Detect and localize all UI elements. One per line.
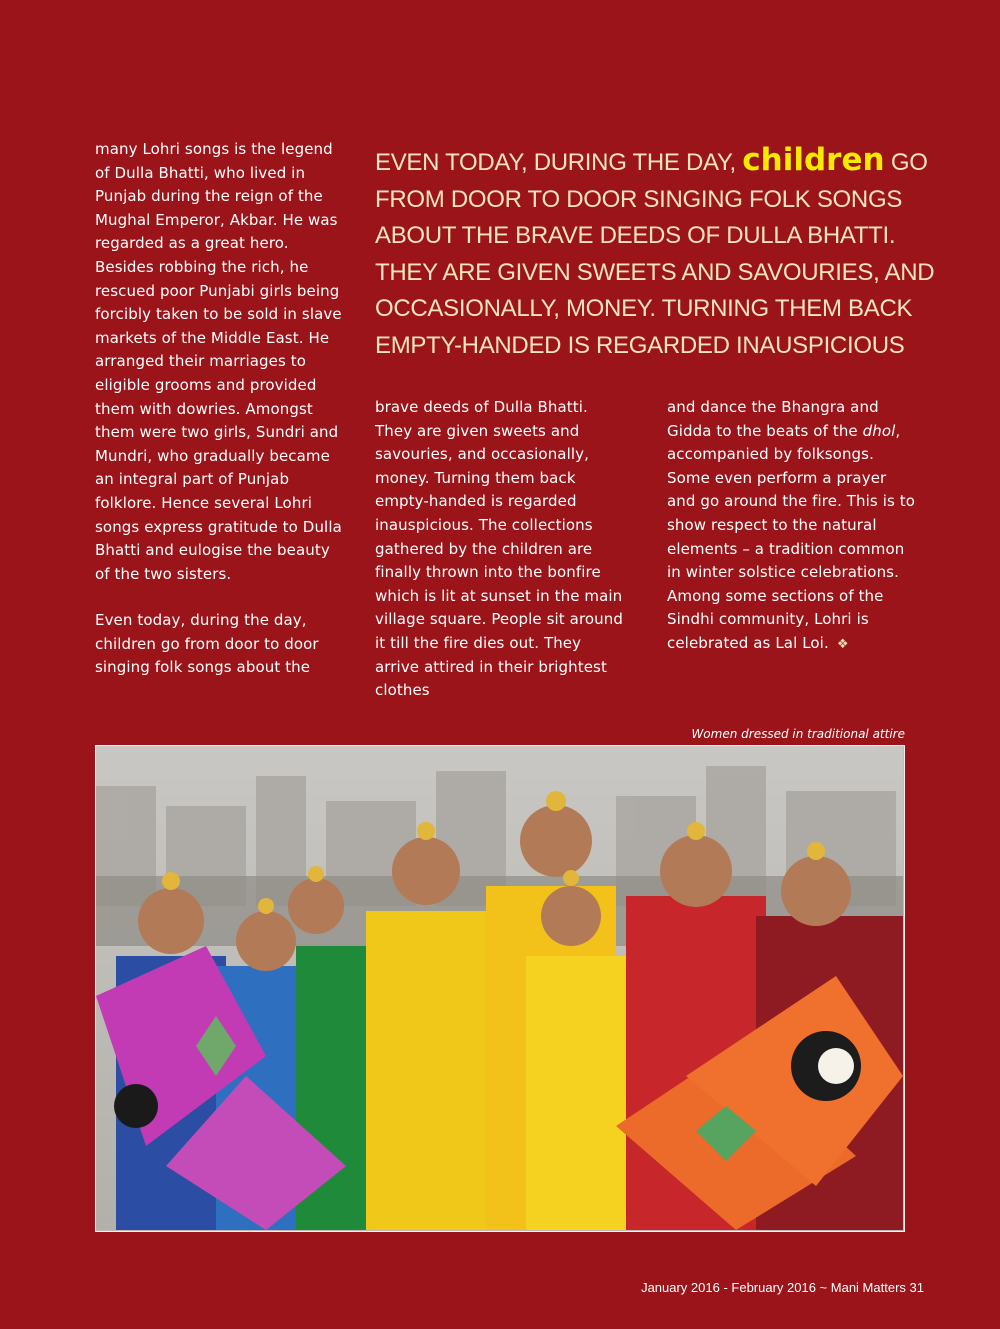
- left-column-paragraph-1: many Lohri songs is the legend of Dulla Bhatti, who lived in Punjab during the reign of the Mughal Emperor, Akbar. He was regarded as a great hero. Besides robbing the rich, he rescued poor Punjabi girls being forcibly taken to be sold in slave markets of the Middle East. He arranged their marriages to eligible grooms and provided them with dowries. Amongst them were two girls, Sundri and Mundri, who gradually became an integral part of Punjab folklore. Hence several Lohri songs express gratitude to Dulla Bhatti and eulogise the beauty of the two sisters.: [95, 140, 342, 583]
- page-footer: [641, 1280, 924, 1295]
- middle-column-text: brave deeds of Dulla Bhatti. They are given sweets and savouries, and occasionally, money. Turning them back empty-handed is regarded inauspicious. The collections gathered by the children are finally thrown into the bonfire which is lit at sunset in the main village square. People sit around it till the fire dies out. They arrive attired in their brightest clothes: [375, 398, 624, 700]
- women-with-kites-photo: [96, 746, 903, 1230]
- left-column-paragraph-2: Even today, during the day, children go from door to door singing folk songs about the: [95, 611, 319, 677]
- right-column: [667, 396, 917, 657]
- end-ornament-icon: ❖: [836, 636, 849, 652]
- footer-issue: January 2016 - February 2016 ~ Mani Matters: [641, 1280, 906, 1295]
- pull-quote-highlight: children: [742, 142, 885, 178]
- right-column-text-start: and dance the Bhangra and Gidda to the beats of the: [667, 398, 879, 440]
- photo-frame: [95, 745, 905, 1232]
- left-column: [95, 138, 345, 680]
- pull-quote-rest: GO FROM DOOR TO DOOR SINGING FOLK SONGS ABOUT THE BRAVE DEEDS OF DULLA BHATTI. THEY ARE GIVEN SWEETS AND SAVOURIES, AND OCCASIONALLY, MONEY. TURNING THEM BACK EMPTY-HANDED IS REGARDED INAUSPICIOUS: [375, 149, 935, 359]
- right-column-italic-word: dhol: [862, 421, 896, 440]
- middle-column: [375, 396, 625, 703]
- photo-caption: Women dressed in traditional attire: [691, 727, 905, 741]
- right-column-text-end: , accompanied by folksongs. Some even perform a prayer and go around the fire. This is to show respect to the natural elements – a tradition common in winter solstice celebrations. Among some sections of the Sindhi community, Lohri is celebrated as Lal Loi.: [667, 421, 916, 652]
- pull-quote: [375, 142, 935, 364]
- pull-quote-lead: EVEN TODAY, DURING THE DAY,: [375, 149, 743, 176]
- footer-page-number: 31: [909, 1280, 924, 1295]
